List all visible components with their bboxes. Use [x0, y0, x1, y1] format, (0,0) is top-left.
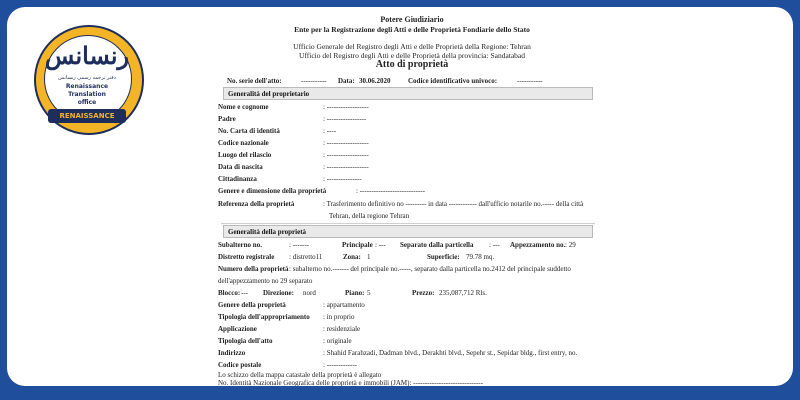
genere-dimensione-value: : ----------------------------	[356, 187, 425, 195]
data-label: Data:	[338, 77, 355, 85]
owner-section-bar	[223, 87, 593, 100]
separato-label: Separato dalla particella	[400, 241, 474, 249]
jam-id-note: No. Identità Nazionale Geografica delle proprietà e immobili (JAM): ------------------------------	[218, 379, 484, 386]
property-detail-value: : appartamento	[323, 301, 365, 309]
header-title: Potere Giudiziario	[380, 15, 444, 24]
serie-label: No. serie dell'atto:	[227, 77, 282, 85]
property-detail-label: Codice postale	[218, 361, 262, 369]
owner-field-value: : ----	[323, 127, 337, 135]
logo-line-translation: Translation	[68, 91, 106, 98]
mappa-catastale-note: Lo schizzo della mappa catastale della proprietà è allegato	[218, 371, 382, 379]
owner-field-label: Luogo del rilascio	[218, 151, 272, 159]
logo-line-renaissance: Renaissance	[65, 83, 109, 90]
property-detail-value: : originale	[323, 337, 352, 345]
property-section-bar	[223, 225, 593, 238]
owner-section-title: Generalità del proprietario	[228, 90, 310, 98]
direzione-value: nord	[303, 289, 316, 297]
data-value: 30.06.2020	[359, 77, 391, 85]
piano-value: 5	[367, 289, 371, 297]
document-title: Atto di proprietà	[375, 59, 449, 70]
owner-field-value: : ---------------	[323, 175, 362, 183]
referenza-value: : Trasferimento definitivo no --------- in data ------------ dall'ufficio notarile no.----- della città	[323, 200, 584, 208]
genere-dimensione-label: Genere e dimensione della proprietà	[218, 187, 327, 195]
owner-field-label: Codice nazionale	[218, 139, 269, 147]
owner-field-label: Padre	[218, 115, 236, 123]
logo-line-office: office	[77, 99, 97, 106]
document-card	[7, 7, 793, 386]
owner-field-label: Data di nascita	[218, 163, 263, 171]
piano-label: Piano:	[345, 289, 365, 297]
numero-proprieta-label: Numero della proprietà	[218, 265, 289, 273]
separato-value: : ---	[489, 241, 500, 249]
codice-label: Codice identificativo univoco:	[408, 77, 498, 85]
logo-banner: RENAISSANCE	[48, 109, 126, 123]
section-divider	[221, 223, 595, 224]
direzione-label: Direzione:	[263, 289, 294, 297]
property-detail-value: : residenziale	[323, 325, 361, 333]
property-detail-value: : in proprio	[323, 313, 355, 321]
principale-label: Principale	[342, 241, 373, 249]
owner-field-label: Nome e cognome	[218, 103, 269, 111]
header-office-provincia: Ufficio del Registro degli Atti e delle Proprietà della provincia: Sandatabad	[298, 51, 526, 60]
owner-field-label: Cittadinanza	[218, 175, 257, 183]
owner-field-value: : ------------------	[323, 163, 369, 171]
zona-value: 1	[367, 253, 371, 261]
header-subtitle: Ente per la Registrazione degli Atti e delle Proprietà Fondiarie dello Stato	[294, 25, 530, 34]
property-detail-value: : -------------	[323, 361, 357, 369]
property-detail-label: Tipologia dell'appropriamento	[218, 313, 310, 321]
numero-proprieta-value-cont: dell'appezzamento no 29 separato	[218, 277, 313, 285]
distretto-value: : distretto11	[289, 253, 323, 261]
numero-proprieta-value: : subalterno no.------- del principale no.-----, separato dalla particella no.2412 del principale suddetto	[289, 265, 571, 273]
owner-field-value: : ------------------	[323, 151, 369, 159]
property-detail-value: : Shahid Farahzadi, Dadman blvd., Derakhti blvd., Sepehr st., Sepidar bldg., first entry, no.	[323, 349, 578, 357]
prezzo-label: Prezzo:	[412, 289, 435, 297]
principale-value: : ---	[375, 241, 386, 249]
owner-field-label: No. Carta di identità	[218, 127, 280, 135]
owner-field-value: : ------------------	[323, 103, 369, 111]
superficie-label: Superficie:	[427, 253, 460, 261]
zona-label: Zona:	[343, 253, 361, 261]
property-detail-label: Tipologia dell'atto	[218, 337, 273, 345]
owner-field-value: : ------------------	[323, 139, 369, 147]
referenza-value-city: Tehran, della regione Tehran	[329, 212, 410, 220]
logo-crest-text: رنسانس	[44, 41, 130, 70]
referenza-label: Referenza della proprietà	[218, 200, 295, 208]
appezzamento-value: : 29	[565, 241, 576, 249]
property-section-title: Generalità della proprietà	[228, 228, 307, 236]
codice-value: -----------	[517, 77, 543, 85]
prezzo-value: 235,087,712 Rls.	[439, 289, 487, 297]
appezzamento-label: Appezzamento no.	[510, 241, 566, 249]
renaissance-logo	[34, 25, 144, 135]
blocco-value: ---	[241, 289, 248, 297]
superficie-value: 79.78 mq.	[466, 253, 495, 261]
header-office-regione: Ufficio Generale del Registro degli Atti e delle Proprietà della Regione: Tehran	[293, 42, 531, 51]
subalterno-label: Subalterno no.	[218, 241, 262, 249]
owner-field-value: : -----------------	[323, 115, 367, 123]
property-detail-label: Applicazione	[218, 325, 257, 333]
property-detail-label: Indirizzo	[218, 349, 246, 357]
property-detail-label: Genere della proprietà	[218, 301, 286, 309]
serie-value: -----------	[301, 77, 327, 85]
distretto-label: Distretto registrale	[218, 253, 275, 261]
subalterno-value: : -------	[289, 241, 310, 249]
blocco-label: Blocco:	[218, 289, 241, 297]
logo-persian-line: دفتر ترجمه رسمی رنسانس	[58, 75, 116, 81]
